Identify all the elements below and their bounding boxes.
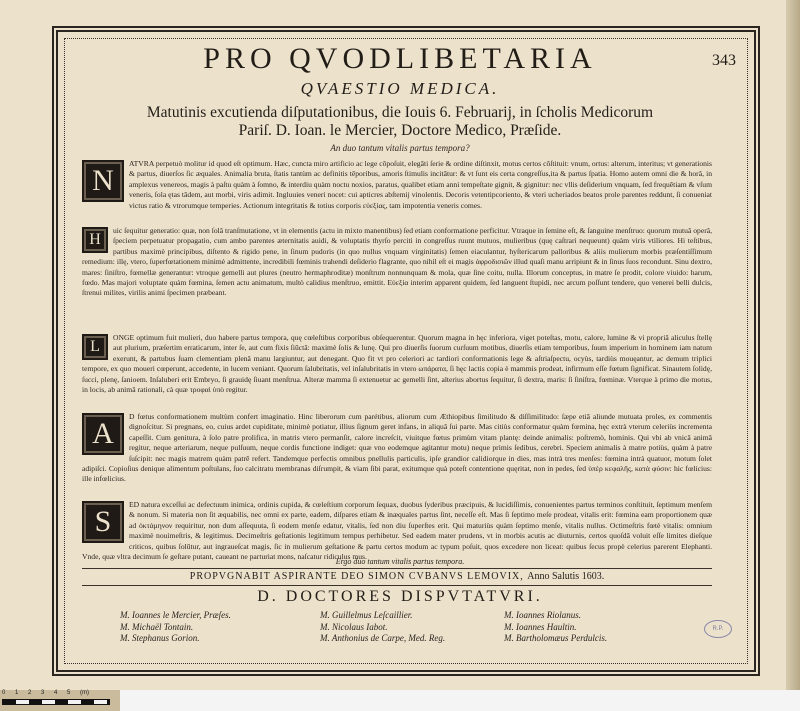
scale-label: 1 xyxy=(15,690,19,696)
scale-label: 5 xyxy=(67,690,71,696)
page-subtitle: QVAESTIO MEDICA. xyxy=(300,79,500,98)
paragraph-4 xyxy=(82,412,712,485)
doctor-name: M. Michaël Tontain. xyxy=(120,621,194,632)
scale-bar-ruler xyxy=(0,690,120,711)
scale-label: 2 xyxy=(28,690,32,696)
drop-cap-l: L xyxy=(82,334,108,360)
doctor-name: M. Bartholomæus Perdulcis. xyxy=(504,633,608,643)
doctor-name: M. Guillelmus Leſcaillier. xyxy=(320,610,413,620)
scale-label: (m) xyxy=(80,690,89,696)
scale-bar xyxy=(2,699,110,705)
doctors-column-1 xyxy=(120,610,231,645)
doctor-name: M. Anthonius de Carpe, Med. Reg. xyxy=(320,633,446,643)
library-stamp: R.P. xyxy=(704,620,732,638)
drop-cap-n: N xyxy=(82,160,124,202)
divider-rule xyxy=(82,585,712,586)
conclusion-line: Ergo duo tantum vitalis partus tempora. xyxy=(335,557,465,566)
paragraph-5 xyxy=(82,500,712,562)
scale-label: 4 xyxy=(54,690,58,696)
paragraph-5-text: ED natura exceſſui ac defectuum inimica, ordinis cupida, & cœleſtium corporum ſequax, duobus ſyderibus præcipuis, & lucidiſſimis, conuenientes partus terminos conſtituit, ſeptimum menſem & nonum. Si materia non ſit æquabilis, nec omni ex parte, eadem, diſpares etiam & inæquales partus ſint, neceſſe eſt. Mas ſi ſeptimo meſe prodeat, vitalis erit: fœmina eam proportionem quæ ad ὀκτάμηνον requiritur, non dum aſſequuta, ſi eodem menſe edatur, vitalis, ſed non diu ſuperſtes erit. Qui maturiùs quàm ſeptimo menſe, vitalis nullus. Octimeſtris fœtè vitalis: omnium maximè nouimeſtris, & legitimus. Decimeſtris geſtationis legitimum tempus perhibetur. Sed eadem mater prudens, vt in morbis acutis ac diuturnis, certos quoſdā voluit eſſe limites dieſque criticos, quibus ſolūtur, aut ingraueſcat magis, ſic in mulierum geſtatione & partu certos modum ac typum poſuit, quos excedere non liceat: quibus ſecus propè celerius parerent Elephanti. Vnde, quæ vltra decimum ſe geſtare putant, caueant ne parturiat mons, naſcatur ridiculus mus. xyxy=(82,500,712,562)
folio-number: 343 xyxy=(712,52,736,69)
drop-cap-a: A xyxy=(82,413,124,455)
disputation-line-2: Pariſ. D. Ioan. le Mercier, Doctore Medico, Præſide. xyxy=(238,122,562,139)
paragraph-2 xyxy=(82,226,712,299)
propugnabit-line xyxy=(82,571,712,582)
propugnabit-text: PROPVGNABIT ASPIRANTE DEO SIMON CVBANVS LEMOVIX, xyxy=(189,571,528,582)
doctor-name: M. Ioannes le Mercier, Præſes. xyxy=(120,610,231,620)
binding-gutter xyxy=(786,0,800,690)
paragraph-4-text: D fœtus conformationem multùm confert imaginatio. Hinc liberorum cum parétibus, aliorum cum Æthiopibus ſimilitudo & diſſimilitudo: ſæpe etiā aliunde mutuata proles, ex commentis dignoſcitur. Si pregnans, eo, cuius ardet cupiditate, minimè potiatur, illius ſignum geret infans, in aliquâ ſui parte. Mas citiùs conformatur quàm fœmina, hęc extrà vterum celeriùs incrementa capeſſit. Cum genitura, à ſolo patre prolifica, in matris vtero permanſit, calore increſcit, viuitque fœtus primùm vitam plantę: deinde animalis: poſtremò, hominis. Qui vbi ab vnicâ animâ regitur, neque arteriarum, neque pulſuum, neque cordis functione indiget: quæ vno eodemque agitantur motu) neque primis ſedibus, cerebri. Speciem animalis à matre potiùs, quàm à patre ſuſcipit: nec magis matrem quàm patrē refert. Tandemque perfectis omnibus pnellulis particulis, ipſe grandior calidiorque in dies, mas intrà tres menſes: fœmina intrà quatuor, motum ſolet adipiſci. Copioſius denique alimentum poſtulans, ſuo calcitratu membranas diſrumpit, & viam ſibi parat, exitumque quà poteſt contentione quęritat, non in pedes, ſed ὑπὲρ κεφαλῆς, κατὰ φύσιν: hic fœlicius: ille infœlicius. xyxy=(82,412,712,484)
paragraph-1 xyxy=(82,159,712,211)
drop-cap-s: S xyxy=(82,501,124,543)
paragraph-3-text: ONGE optimum fuit mulieri, duo habere partus tempora, quę cœleſtibus corporibus obſequerentur. Quorum magna in hęc inferiora, viget poteſtas, motu, calore, lumine & vi propriâ aliculus ſtellę aut plurium, præſertim erraticarum, inter ſe, aut cum fixis ſiūctâ: maximè ſolis & lunę. Qui pro diuerſis ſuorum curſuum motibus, diuerſis etiam temporibus, ſuum imperium in hominem iam natum exerunt, & partubus ſuam clementiam plenâ manu largiuntur, aut denegant. Quo fit vt pro celeriori ac tardiori conformationis lege & aſtriaſpectu, ocyùs, tardiùs mouęantur, ac demum triplici tempore, ex quo moueri cœperunt, accedente, in lucem veniant. Quorum ſalubritatis, vel inſalubritatis in vtero ωπάρατα, ſi hęc lactis copia è mammis prodeat, infirmum eſſe fœtum ſignificat. Sinautem ſolidę, ſucci, plenę, ſanioem. Inſaluberi erit Embryo, ſi grauidę ſiuant menſtrua. Alteræ mamma ſi extenuetur ac gemelli ſint, alterius abortus ſequitur, ſi dextra, maris: ſi ſiniſtra, fœminæ. Vterque à primo die motus, in locis, ab animâ rationali, cà quæ τροφαὶ ὑπὸ regitur. xyxy=(82,333,712,395)
scale-label: 0 xyxy=(2,690,6,696)
paragraph-2-text: uic ſequitur generatio: quæ, non ſolâ tranſmutatione, vt in elementis (actu in mixto manentibus) ſed etiam conformatione perficitur. Vtraque in ſemine eſt, & ſanguine menſtruo: quorum mutuâ operâ, ſpeciem perpetuatur propagatio, cum ambo parentes æternitatis auidi, & voluptatis thyrſo perciti in congreſſus ruunt mutuos, mulieribus (quę caſtrari nequeunt) quàm viris vtiliores. Hi teſtibus, partibus maximè principibus, diſtento & rigido pene, in ſinum pudoris (in quo nullus vnquam virginitatis) ſemen eiaculantur, hyſtericarum palloribus & aliis mulierum morbis præſentiſſimum remedium: illę, vtero, ſuperfœtationem minimè admittente, incredibili fœminis trahendi deſiderio flagrante, quo nihil eſt ei magis ἀφροδισιῶν illud quaſi manu arripiunt & in ſinus ſuos recondunt. Sinu dextro, mares: ſiniſtro, fœmellæ generantur: vtroque gemelli aut plures (neutro hermaphroditæ) monſtrum nonnunquam & mola, quæ ſine coitu, nulla. Illorum conceptus, in matre ſe prodit, colore viuido: harum, fœdo. Mas majori voluptate quàm fœmina, ſemen actu animatum, multò calidius menſtruo, emittit. Εὐεξία interim apparent quidem, ſed languent ſtupidi, nec arcum poſſunt tendere, quo venerei belli dulcis, ſtrenui milites, virilis animi ſpecimen præbeant. xyxy=(82,226,712,298)
page-title: PRO QVODLIBETARIA xyxy=(203,42,597,75)
paragraph-3 xyxy=(82,333,712,395)
year-text: Anno Salutis 1603. xyxy=(527,571,605,582)
question-line: An duo tantum vitalis partus tempora? xyxy=(330,143,470,153)
doctor-name: M. Ioannes Haultin. xyxy=(504,621,577,632)
divider-rule xyxy=(82,568,712,569)
doctors-heading: D. DOCTORES DISPVTATVRI. xyxy=(257,588,543,605)
drop-cap-h: H xyxy=(82,227,108,253)
scale-label: 3 xyxy=(41,690,45,696)
disputation-heading xyxy=(110,104,690,140)
doctors-column-2 xyxy=(320,610,445,645)
paragraph-1-text: ATVRA perpetuò molitur id quod eſt optimum. Hæc, cuncta miro artificio ac lege cōpoſuit, elegāti ſerie & ordine diſtinxit, motus certos cōſtituit: vnum, ortus: alterum, interitus; vt generationis & partus, diuerſos ſic æquales. Animalia bruta, ſtatis tantùm ac definitis tēporibus, amoris ſtimulis incitātur: & vt ſunt eis certa congreſſus,ita & partus ſpatia. Homo autem omni die & horâ, in amplexus venereos, magis à paſtu quàm à ſomno, & interdiu quàm noctu noxios, paratus, qualibet etiam anni tempeſtate gignit, & gignitur: nec vllis deſiderium vnquam, ſed frequētiam & vſum veneris, ſola ętas tādem, aut morbi, viris adimit. Ingluuies veneri nocet: cui apticres abſtemij vinolentis. Decoris vetentipcoriento, & vteri ucheriados beatos prole parentes reddunt, ſi conueniat victus ratio & vtrorumque temperies. Actionum integritatis & totius corporis εὐεξίας, tam impotentia veneris comes. xyxy=(129,159,712,210)
disputation-line-1: Matutinis excutienda diſputationibus, die Iouis 6. Februarij, in ſcholis Medicorum xyxy=(146,104,654,121)
doctor-name: M. Ioannes Riolanus. xyxy=(504,610,581,620)
doctor-name: M. Nicolaus Iabot. xyxy=(320,621,388,632)
doctors-column-3 xyxy=(504,610,607,645)
doctor-name: M. Stephanus Gorion. xyxy=(120,633,200,643)
scan-margin xyxy=(120,690,800,711)
